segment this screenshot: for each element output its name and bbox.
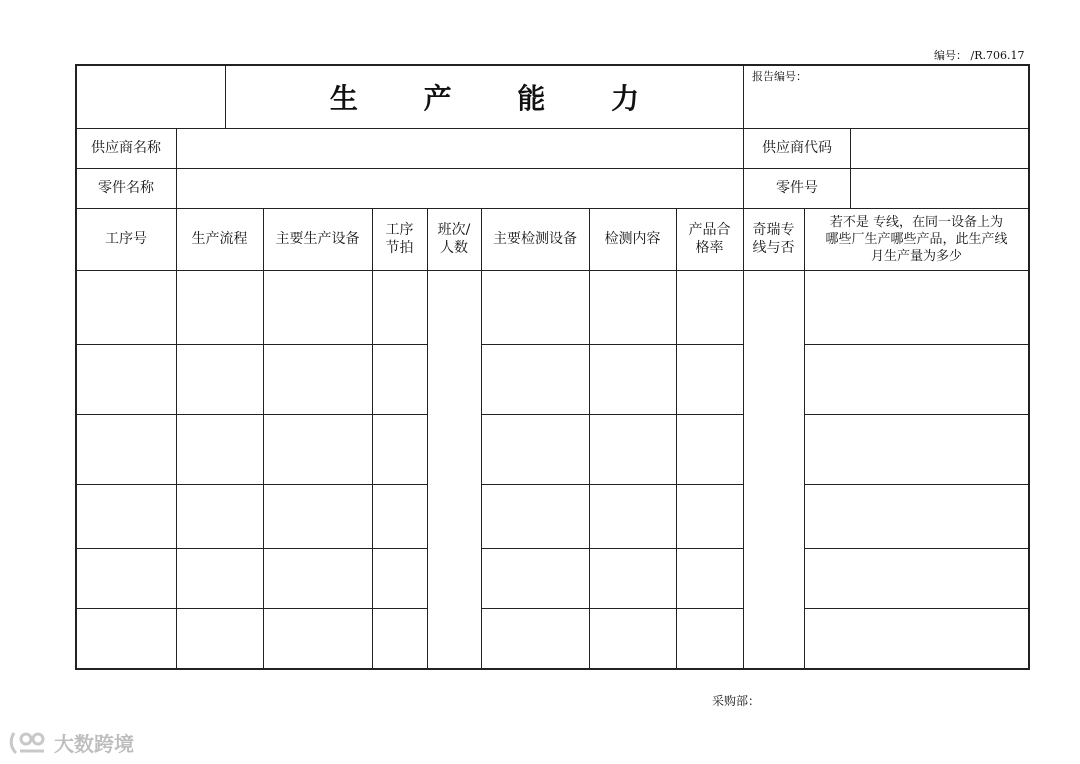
row-divider	[804, 484, 1029, 485]
divider	[589, 208, 590, 669]
column-header-shift	[427, 208, 481, 270]
row-divider	[804, 608, 1029, 609]
column-header-shift-line: 人数	[440, 240, 468, 256]
supplier-name-field[interactable]	[177, 129, 743, 168]
column-header-takt-line: 工序	[385, 222, 414, 238]
divider	[427, 208, 428, 669]
column-header-dedicated-line	[743, 208, 804, 270]
divider	[804, 208, 805, 669]
column-header-dedicated-line-line: 线与否	[752, 240, 795, 256]
column-header-note-line: 若不是 专线，在同一设备上为	[829, 214, 1004, 230]
purchasing-dept-label: 采购部：	[712, 694, 761, 708]
column-header-yield	[676, 208, 743, 270]
watermark	[8, 728, 134, 757]
divider	[76, 270, 1029, 271]
divider	[481, 208, 482, 669]
supplier-code-label: 供应商代码	[762, 140, 832, 156]
part-number-field[interactable]	[851, 169, 1029, 208]
report-number-label: 报告编号：	[752, 70, 807, 83]
page-title: 生 产 能 力	[329, 81, 668, 115]
column-header-yield-line: 格率	[695, 240, 724, 256]
row-divider	[804, 548, 1029, 549]
column-header-main-equipment: 主要生产设备	[275, 231, 360, 247]
divider	[676, 208, 677, 669]
divider	[176, 208, 177, 669]
column-header-shift-line: 班次/	[437, 222, 471, 238]
column-header-takt	[372, 208, 427, 270]
row-divider	[481, 414, 743, 415]
logo-icon	[8, 729, 50, 757]
row-divider	[76, 548, 427, 549]
row-divider	[804, 344, 1029, 345]
column-header-takt-line: 节拍	[385, 240, 414, 256]
column-header-inspection-equipment: 主要检测设备	[493, 231, 577, 247]
row-divider	[76, 484, 427, 485]
part-name-label: 零件名称	[98, 180, 154, 196]
part-name-field[interactable]	[177, 169, 743, 208]
column-header-dedicated-line-line: 奇瑞专	[752, 222, 795, 238]
row-divider	[481, 344, 743, 345]
row-divider	[76, 608, 427, 609]
column-header-process-no: 工序号	[105, 231, 147, 247]
column-header-note-line: 月生产量为多少	[870, 248, 962, 264]
row-divider	[481, 484, 743, 485]
divider	[263, 208, 264, 669]
column-header-yield-line: 产品合	[688, 222, 731, 238]
column-header-production-flow: 生产流程	[191, 231, 248, 247]
divider	[372, 208, 373, 669]
form-number: 编号： /R.706.17	[934, 49, 1025, 62]
column-header-shared-production-note	[804, 208, 1029, 270]
watermark-text: 大数跨境	[54, 732, 134, 756]
divider	[743, 208, 744, 669]
part-number-label: 零件号	[776, 180, 818, 196]
column-header-inspection-content: 检测内容	[604, 231, 661, 247]
row-divider	[481, 608, 743, 609]
row-divider	[804, 414, 1029, 415]
column-header-note-line: 哪些厂生产哪些产品，此生产线	[825, 231, 1008, 247]
row-divider	[76, 344, 427, 345]
supplier-code-field[interactable]	[851, 129, 1029, 168]
row-divider	[76, 414, 427, 415]
supplier-name-label: 供应商名称	[91, 140, 161, 156]
row-divider	[481, 548, 743, 549]
